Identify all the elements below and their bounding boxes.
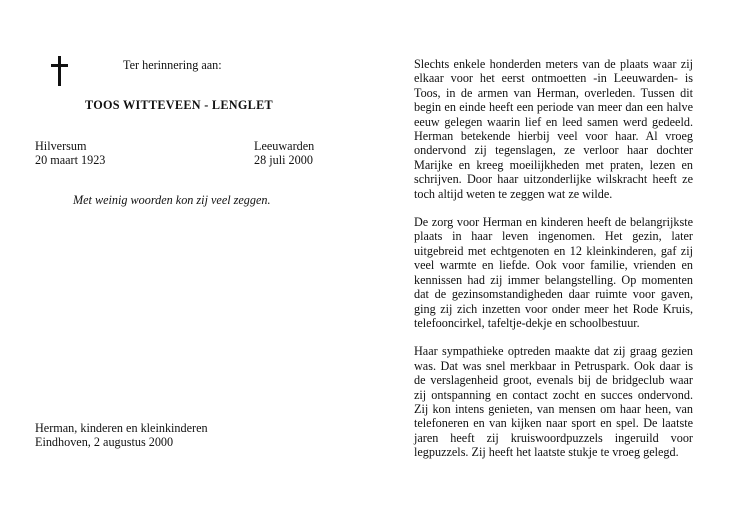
signoff-place-date: Eindhoven, 2 augustus 2000 [35,435,174,449]
cross-icon [49,56,71,86]
birth-place: Hilversum [35,139,87,153]
eulogy-paragraph: De zorg voor Herman en kinderen heeft de belangrijkste plaats in haar leven ingenomen. Het gezin, later uitgebreid met echtgenoten en 12 kleinkinderen, gaf zij veel warmte en liefde. Ook voor familie, vrienden en kennissen had zij immer belangstelling. Op momenten dat de gezinsomstandigheden daar ruimte voor gaven, ging zij zich inzetten voor onder meer het Rode Kruis, telefooncirkel, tafeltje-dekje en schoolbestuur. [414,215,693,330]
deceased-name: TOOS WITTEVEEN - LENGLET [85,98,273,112]
eulogy-paragraph: Slechts enkele honderden meters van de plaats waar zij elkaar voor het eerst ontmoetten -in Leeuwarden- is Toos, in de armen van Herman, overleden. Tussen dit begin en einde heeft een periode van meer dan een halve eeuw gelegen waarin lief en leed samen werd gedeeld. Herman betekende hierbij veel voor haar. Al vroeg ondervond zij tegenslagen, ze verloor haar dochter Marijke en kreeg moeilijkheden met praten, lezen en schrijven. Door haar uitzonderlijke wilskracht heeft ze toch altijd weten te zeggen wat ze wilde. [414,57,693,201]
intro-text: Ter herinnering aan: [123,58,222,72]
signoff-family: Herman, kinderen en kleinkinderen [35,421,208,435]
eulogy-paragraph: Haar sympathieke optreden maakte dat zij graag gezien was. Dat was snel merkbaar in Petruspark. Ook daar is de verslagenheid groot, evenals bij de bridgeclub waar zij ontspanning en contact zocht en succes ondervond. Zij kon intens genieten, van mensen om haar heen, van telefoneren en van kijken naar sport en spel. De laatste jaren heeft zij kruiswoordpuzzels ingeruild voor legpuzzels. Zij heeft het laatste stukje te vroeg gelegd. [414,344,693,460]
death-place: Leeuwarden [254,139,315,153]
death-date: 28 juli 2000 [254,153,313,167]
eulogy-text [414,57,693,474]
motto: Met weinig woorden kon zij veel zeggen. [73,193,271,207]
birth-date: 20 maart 1923 [35,153,106,167]
